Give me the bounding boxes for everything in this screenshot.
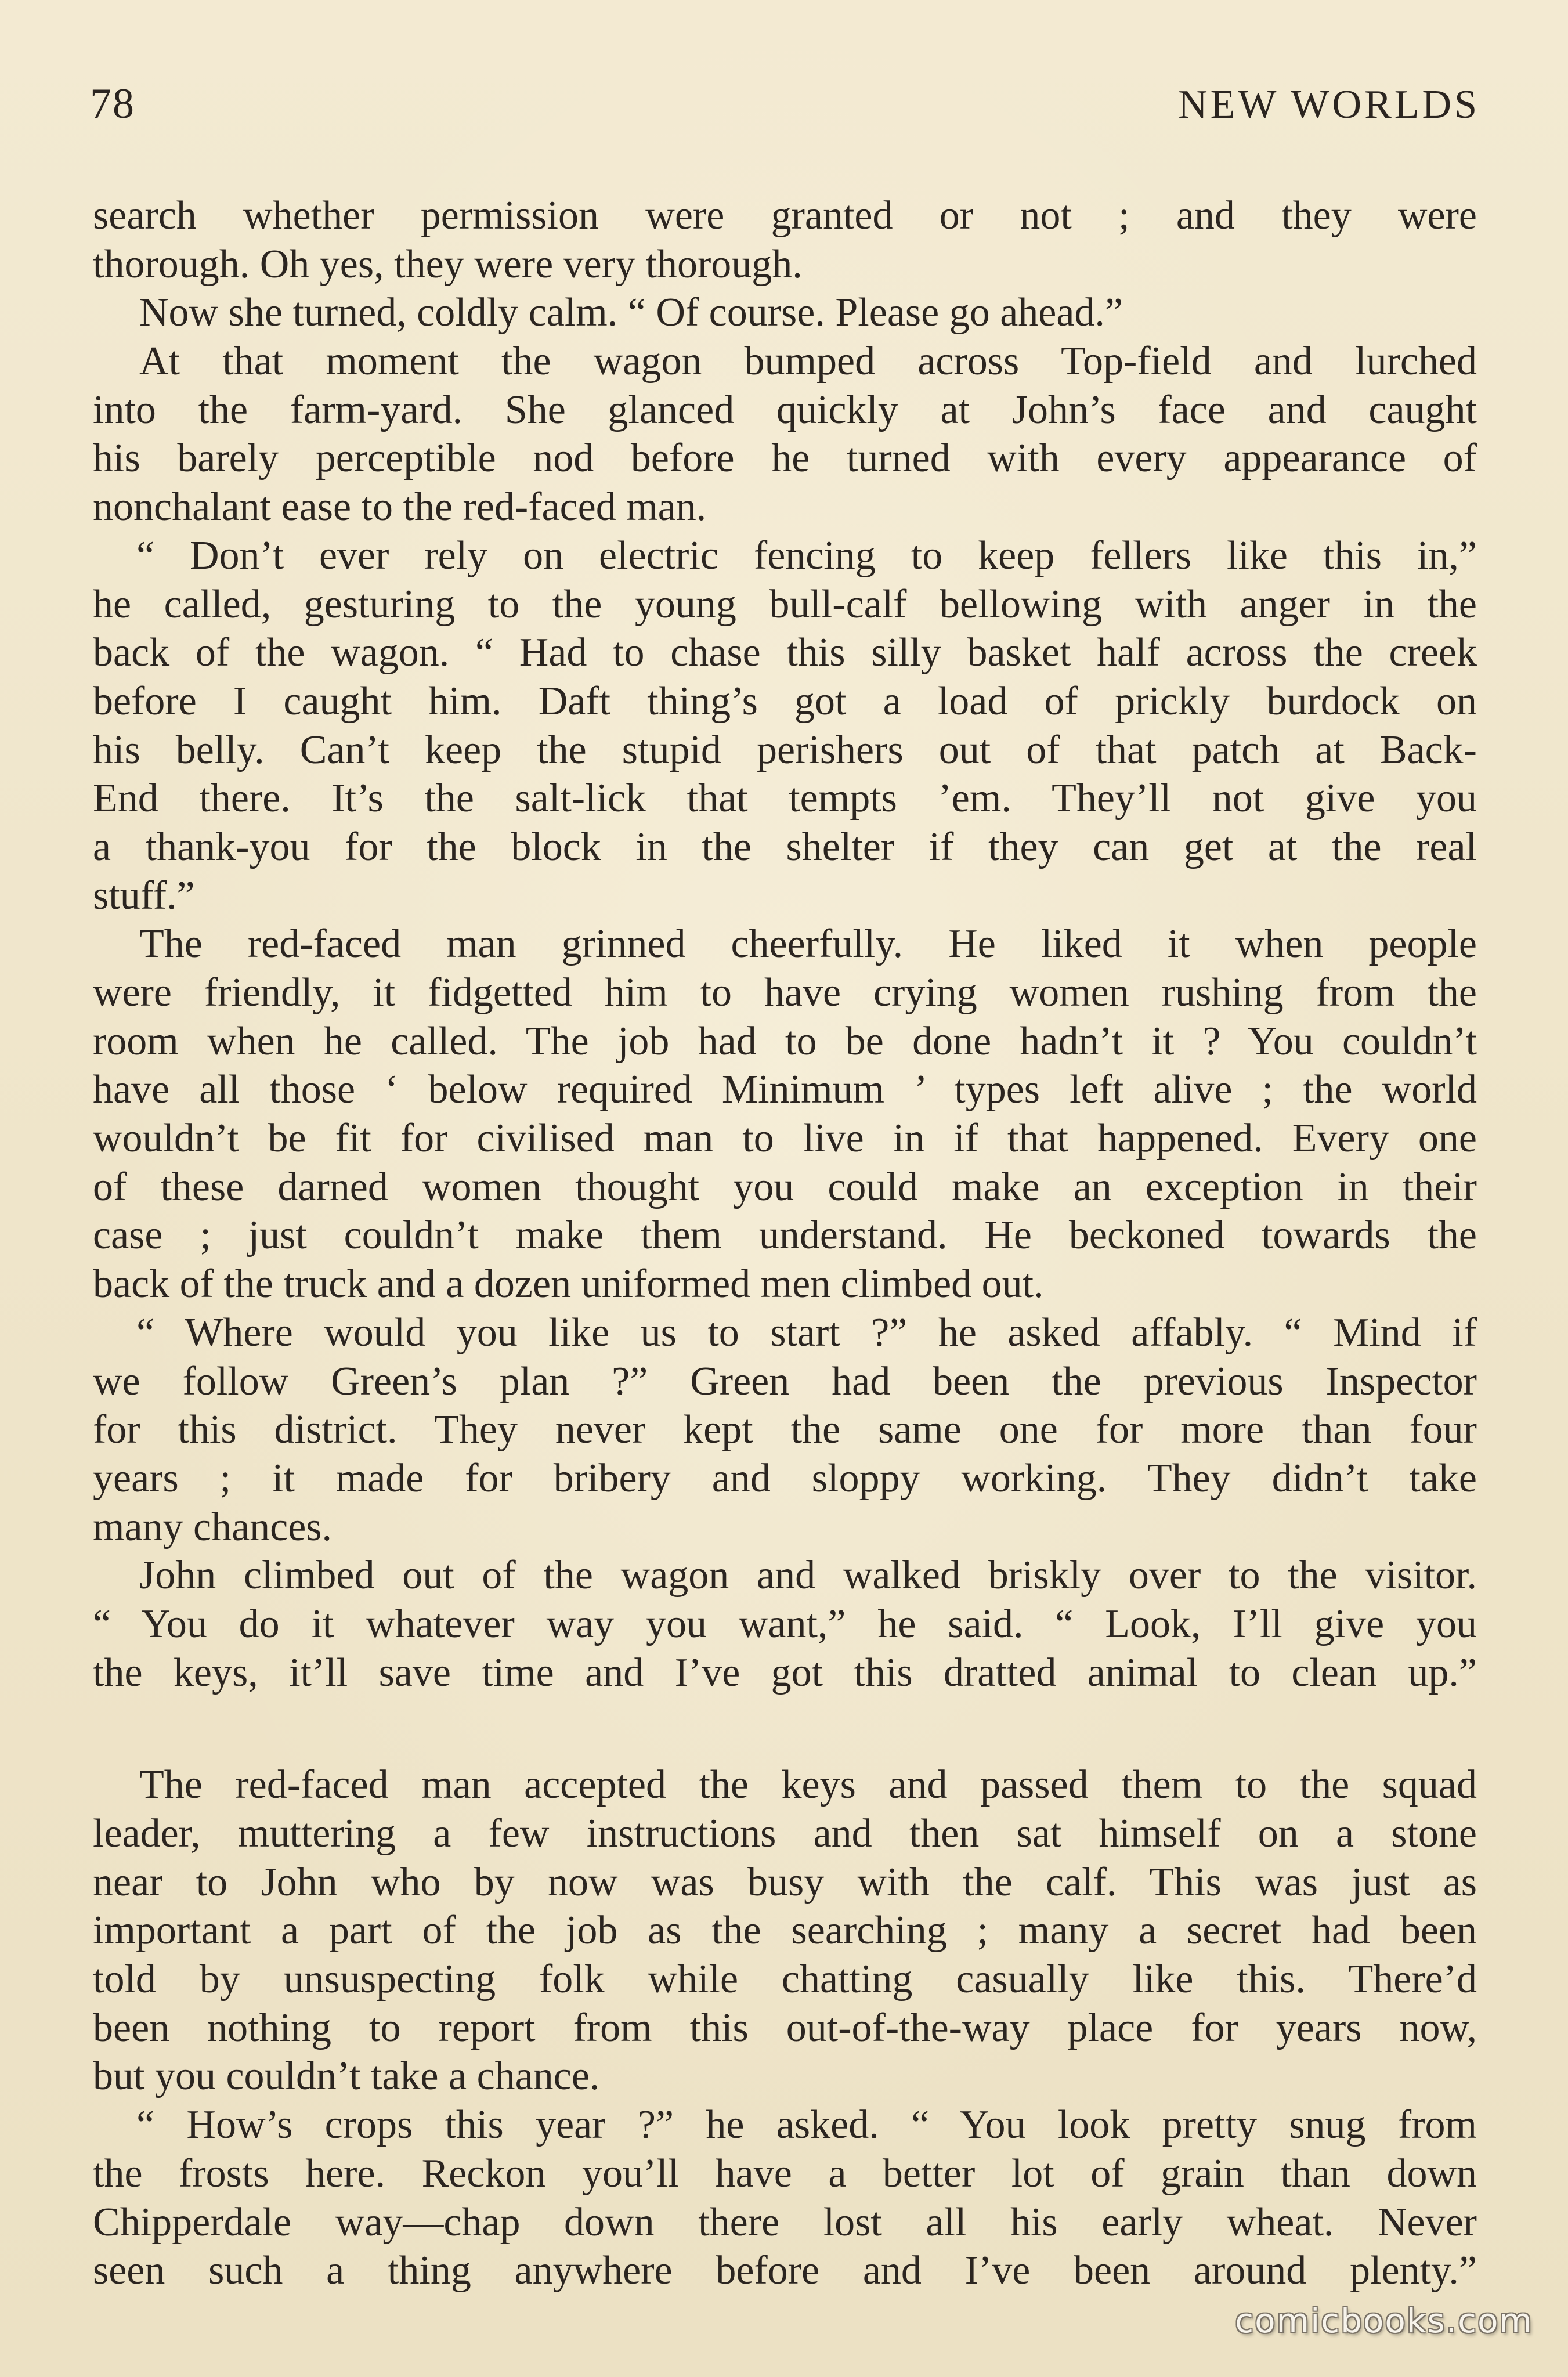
text-line: The red-faced man accepted the keys and passed them to the squad (139, 1762, 1477, 1808)
section-break (93, 1697, 1477, 1761)
text-line: of these darned women thought you could make an exception in their (93, 1164, 1477, 1209)
text-line: The red-faced man grinned cheerfully. He liked it when people (139, 922, 1477, 967)
text-line: near to John who by now was busy with the calf. This was just as (93, 1859, 1477, 1905)
text-line: John climbed out of the wagon and walked briskly over to the visitor. (139, 1553, 1477, 1598)
text-line: wouldn’t be fit for civilised man to live in if that happened. Every one (93, 1116, 1477, 1161)
text-line: At that moment the wagon bumped across Top-field and lurched (139, 339, 1477, 384)
text-line: important a part of the job as the searching ; many a secret had been (93, 1908, 1477, 1953)
text-line: stuff.” (93, 873, 195, 918)
text-line: case ; just couldn’t make them understand. He beckoned towards the (93, 1213, 1477, 1258)
text-line: “ Don’t ever rely on electric fencing to keep fellers like this in,” (136, 533, 1477, 578)
text-line: the frosts here. Reckon you’ll have a better lot of grain than down (93, 2151, 1477, 2196)
text-line: his barely perceptible nod before he turned with every appearance of (93, 436, 1477, 481)
text-line: a thank-you for the block in the shelter if they can get at the real (93, 824, 1477, 869)
body-text (93, 192, 1477, 2295)
text-line: back of the truck and a dozen uniformed men climbed out. (93, 1262, 1044, 1307)
text-line: for this district. They never kept the same one for more than four (93, 1407, 1477, 1453)
text-line: have all those ‘ below required Minimum ’ types left alive ; the world (93, 1067, 1477, 1112)
text-line: the keys, it’ll save time and I’ve got this dratted animal to clean up.” (93, 1650, 1477, 1695)
text-line: search whether permission were granted or not ; and they were (93, 193, 1477, 238)
text-line: were friendly, it fidgetted him to have crying women rushing from the (93, 970, 1477, 1015)
text-line: End there. It’s the salt-lick that tempts ’em. They’ll not give you (93, 776, 1477, 821)
text-line: we follow Green’s plan ?” Green had been the previous Inspector (93, 1359, 1477, 1404)
text-line: leader, muttering a few instructions and then sat himself on a stone (93, 1811, 1477, 1856)
text-line: “ You do it whatever way you want,” he said. “ Look, I’ll give you (93, 1601, 1477, 1646)
text-line: room when he called. The job had to be done hadn’t it ? You couldn’t (93, 1018, 1477, 1064)
text-line: been nothing to report from this out-of-the-way place for years now, (93, 2005, 1477, 2050)
text-line: “ Where would you like us to start ?” he asked affably. “ Mind if (136, 1310, 1477, 1355)
text-line: “ How’s crops this year ?” he asked. “ You look pretty snug from (136, 2103, 1477, 2148)
page-number: 78 (90, 80, 135, 128)
text-line: nonchalant ease to the red-faced man. (93, 485, 707, 530)
text-line: he called, gesturing to the young bull-calf bellowing with anger in the (93, 581, 1477, 627)
text-line: Now she turned, coldly calm. “ Of course. Please go ahead.” (139, 290, 1123, 335)
text-line: many chances. (93, 1504, 333, 1549)
text-line: Chipperdale way—chap down there lost all his early wheat. Never (93, 2199, 1477, 2245)
text-line: years ; it made for bribery and sloppy working. They didn’t take (93, 1455, 1477, 1501)
text-line: into the farm-yard. She glanced quickly at John’s face and caught (93, 387, 1477, 432)
running-head: NEW WORLDS (1178, 82, 1480, 127)
text-line: told by unsuspecting folk while chatting casually like this. There’d (93, 1957, 1477, 2002)
text-line: his belly. Can’t keep the stupid perishers out of that patch at Back- (93, 727, 1477, 772)
text-line: before I caught him. Daft thing’s got a load of prickly burdock on (93, 678, 1477, 724)
text-line: thorough. Oh yes, they were very thorough. (93, 241, 803, 287)
watermark-logo: comicbooks.com (1235, 2301, 1533, 2340)
text-line: back of the wagon. “ Had to chase this silly basket half across the creek (93, 630, 1477, 675)
text-line: but you couldn’t take a chance. (93, 2054, 600, 2099)
text-line: seen such a thing anywhere before and I’ve been around plenty.” (93, 2248, 1477, 2293)
